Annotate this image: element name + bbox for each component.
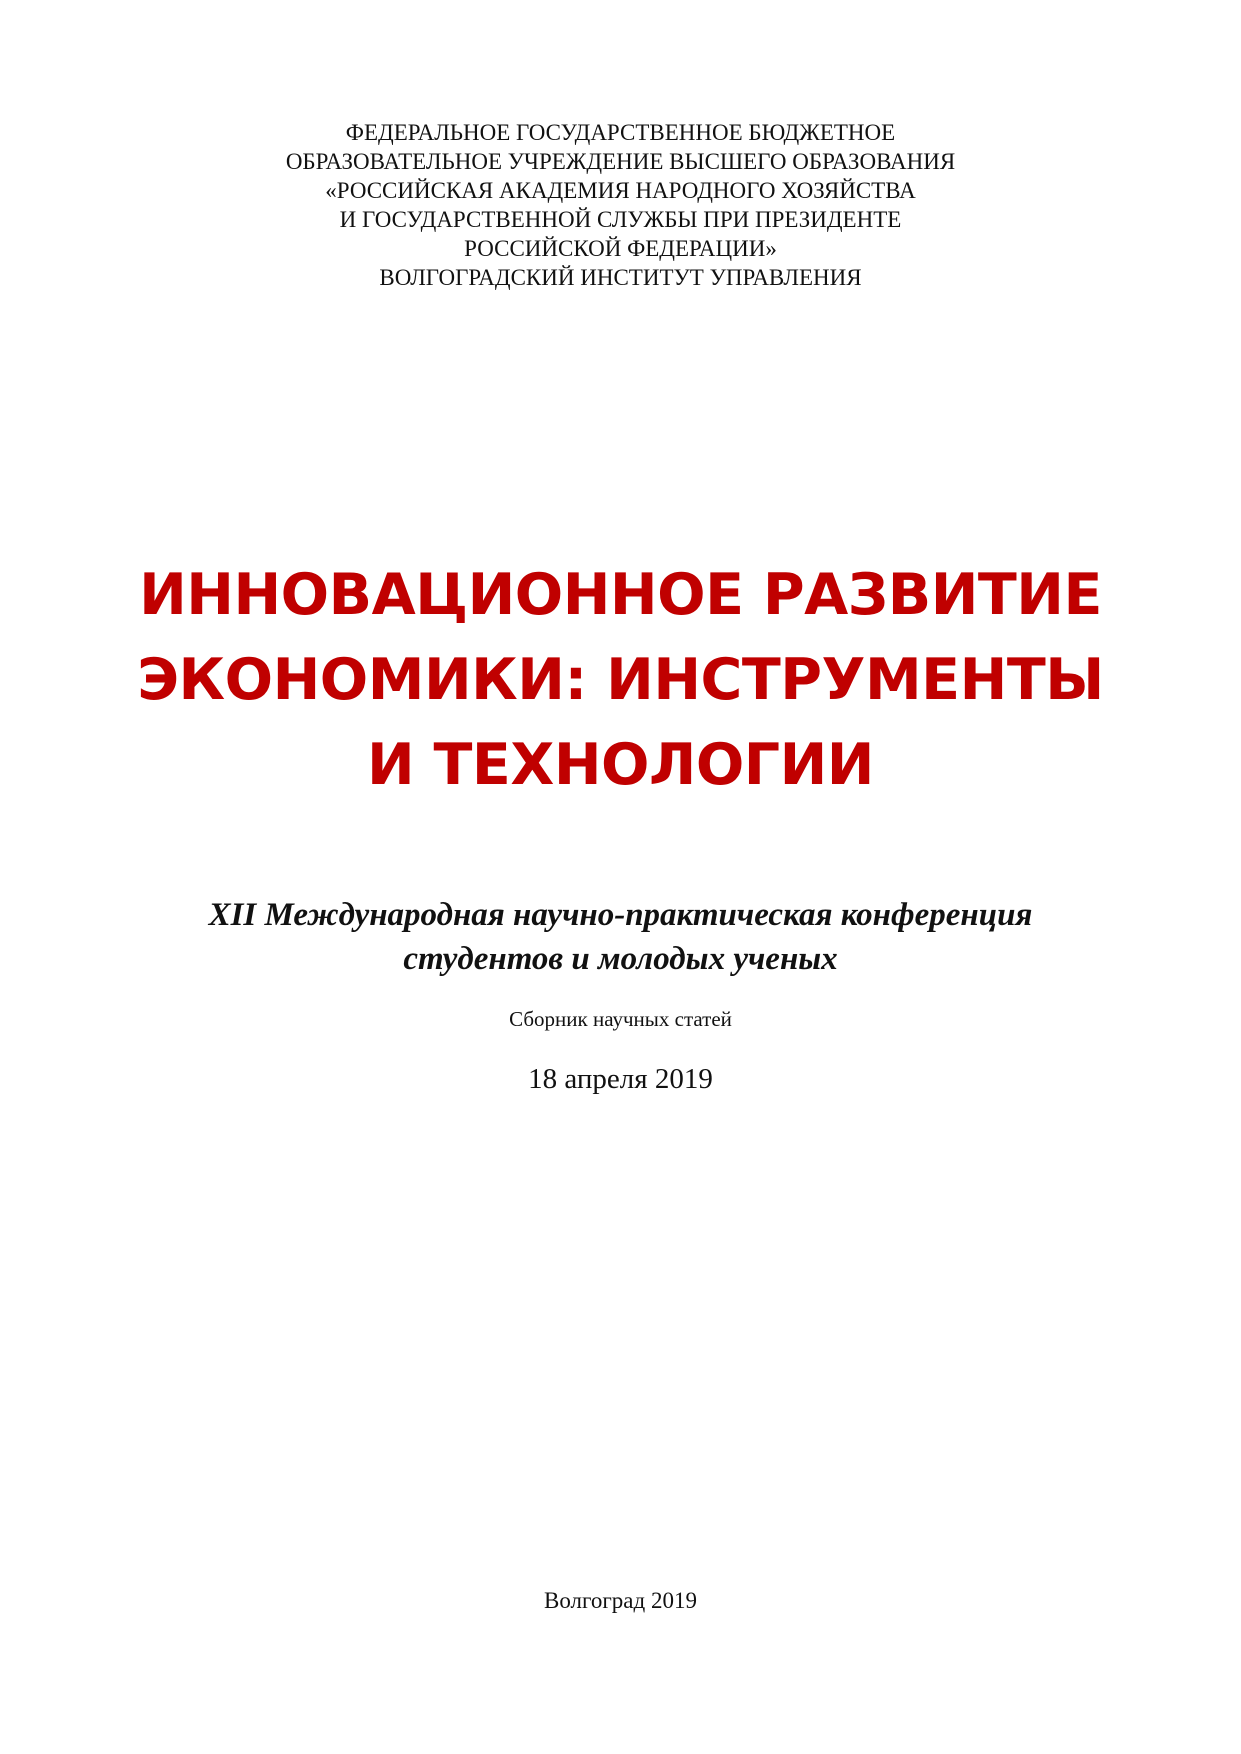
publication-title	[0, 553, 1241, 808]
institution-line: ОБРАЗОВАТЕЛЬНОЕ УЧРЕЖДЕНИЕ ВЫСШЕГО ОБРАЗОВАНИЯ	[285, 149, 956, 174]
conference-line: XII Международная научно-практическая конференция	[208, 897, 1033, 933]
collection-label: Сборник научных статей	[509, 1007, 732, 1031]
conference-line: студентов и молодых ученых	[403, 941, 838, 977]
title-line: И ТЕХНОЛОГИИ	[367, 732, 874, 798]
conference-name	[0, 893, 1241, 981]
institution-line: ФЕДЕРАЛЬНОЕ ГОСУДАРСТВЕННОЕ БЮДЖЕТНОЕ	[345, 120, 896, 145]
institution-line: РОССИЙСКОЙ ФЕДЕРАЦИИ»	[464, 236, 777, 261]
institution-line: ВОЛГОГРАДСКИЙ ИНСТИТУТ УПРАВЛЕНИЯ	[379, 265, 862, 290]
institution-line: И ГОСУДАРСТВЕННОЙ СЛУЖБЫ ПРИ ПРЕЗИДЕНТЕ	[339, 207, 902, 232]
conference-date: 18 апреля 2019	[528, 1063, 713, 1095]
institution-header	[0, 118, 1241, 292]
city-year: Волгоград 2019	[544, 1588, 697, 1613]
institution-line: «РОССИЙСКАЯ АКАДЕМИЯ НАРОДНОГО ХОЗЯЙСТВА	[325, 178, 916, 203]
title-line: ИННОВАЦИОННОЕ РАЗВИТИЕ	[139, 562, 1102, 628]
title-line: ЭКОНОМИКИ: ИНСТРУМЕНТЫ	[137, 647, 1104, 713]
